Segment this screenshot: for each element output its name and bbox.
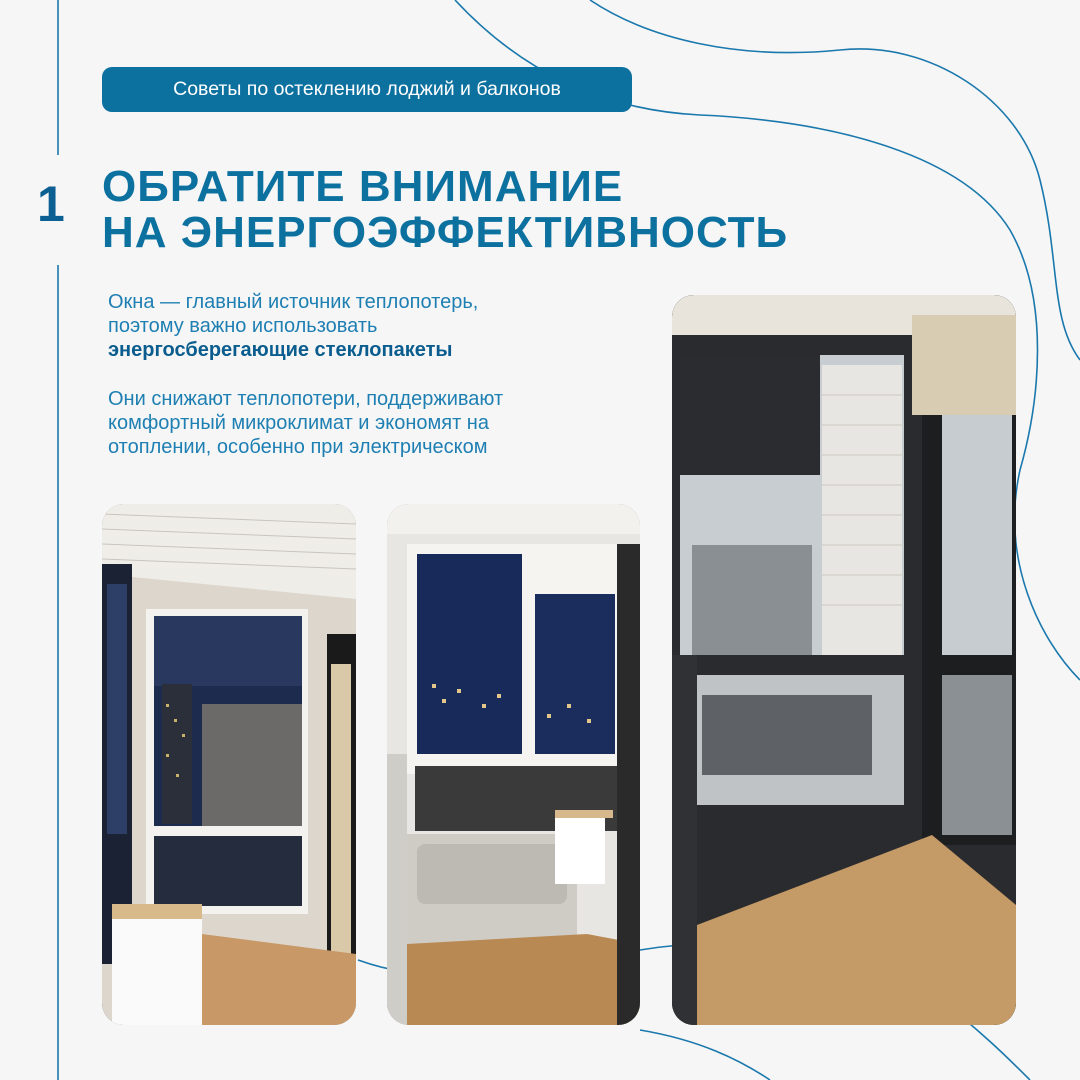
- benefits-line-2: комфортный микроклимат и экономят на: [108, 412, 489, 434]
- intro-line-3-emphasis: энергосберегающие стеклопакеты: [108, 339, 453, 361]
- intro-paragraph: [108, 290, 478, 362]
- title-line-2: НА ЭНЕРГОЭФФЕКТИВНОСТЬ: [102, 208, 789, 257]
- title-line-1: ОБРАТИТЕ ВНИМАНИЕ: [102, 162, 624, 211]
- benefits-line-1: Они снижают теплопотери, поддерживают: [108, 388, 504, 410]
- balcony-photo-bench: [387, 504, 640, 1025]
- benefits-line-3: отоплении, особенно при электрическом: [108, 436, 488, 458]
- intro-line-1: Окна — главный источник теплопотерь,: [108, 291, 479, 313]
- step-number: 1: [37, 176, 65, 232]
- benefits-paragraph: [108, 387, 503, 459]
- intro-line-2: поэтому важно использовать: [108, 315, 378, 337]
- loggia-photo-daytime: [672, 295, 1016, 1025]
- topic-badge: Советы по остеклению лоджий и балконов: [102, 67, 632, 112]
- page-title: [102, 164, 788, 256]
- balcony-photo-evening: [102, 504, 356, 1025]
